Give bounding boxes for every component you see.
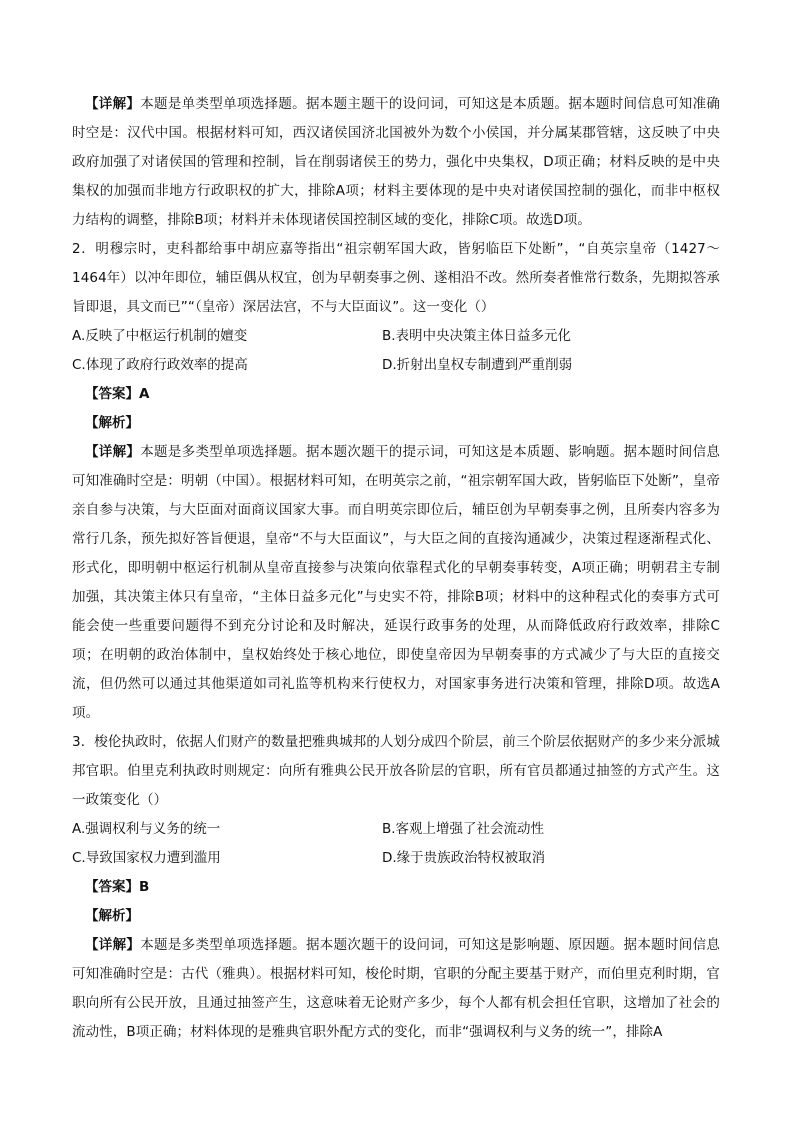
q3-option-b: B.客观上增强了社会流动性 xyxy=(382,821,545,837)
q1-detail-tag: 【详解】 xyxy=(85,96,141,112)
q2-option-b: B.表明中央决策主体日益多元化 xyxy=(382,328,572,344)
q3-answer-value: B xyxy=(139,879,150,895)
q2-option-a: A.反映了中枢运行机制的嬗变 xyxy=(72,328,248,344)
document-page xyxy=(72,90,720,1047)
q1-detail-text: 本题是单类型单项选择题。据本题主题干的设问词，可知这是本质题。据本题时间信息可知准确时空是：汉代中国。根据材料可知，西汉诸侯国济北国被外为数个小侯国，并分属某郡管辖，这反映了中央政府加强了对诸侯国的管理和控制，旨在削弱诸侯王的势力，强化中央集权，D项正确；材料反映的是中央集权的加强而非地方行政职权的扩大，排除A项；材料主要体现的是中央对诸侯国控制的强化，而非中枢权力结构的调整，排除B项；材料并未体现诸侯国控制区域的变化，排除C项。故选D项。 xyxy=(72,96,721,228)
q2-answer-value: A xyxy=(139,386,150,402)
q3-options xyxy=(72,815,720,873)
q2-analysis-tag: 【解析】 xyxy=(85,415,139,431)
q2-answer-tag: 【答案】 xyxy=(85,386,139,402)
q2-stem: 2．明穆宗时，吏科都给事中胡应嘉等指出“祖宗朝军国大政，皆躬临臣下处断”，“自英宗皇帝（1427～1464年）以冲年即位，辅臣偶从权宜，创为早朝奏事之例、遂相沿不改。然所奏者惟常行数条，先期拟答承旨即退，具文而已”“（皇帝）深居法宫，不与大臣面议”。这一变化（） xyxy=(72,241,720,315)
q2-detail-paragraph xyxy=(72,438,720,728)
q3-answer xyxy=(72,873,720,902)
q3-analysis-tag: 【解析】 xyxy=(85,908,139,924)
q3-detail-text: 本题是多类型单项选择题。据本题次题干的设问词，可知这是影响题、原因题。据本题时间信息可知准确时空是：古代（雅典）。根据材料可知，梭伦时期，官职的分配主要基于财产，而伯里克利时期，官职向所有公民开放，且通过抽签产生，这意味着无论财产多少，每个人都有机会担任官职，这增加了社会的流动性，B项正确；材料体现的是雅典官职外配方式的变化，而非“强调权利与义务的统一”，排除A xyxy=(72,937,721,1040)
q3-option-c: C.导致国家权力遭到滥用 xyxy=(72,850,221,866)
q2-detail-tag: 【详解】 xyxy=(85,444,141,460)
q3-option-a: A.强调权利与义务的统一 xyxy=(72,821,221,837)
q3-detail-tag: 【详解】 xyxy=(85,937,141,953)
q2-detail-text: 本题是多类型单项选择题。据本题次题干的提示词，可知这是本质题、影响题。据本题时间信息可知准确时空是：明朝（中国）。根据材料可知，在明英宗之前，“祖宗朝军国大政，皆躬临臣下处断”，皇帝亲自参与决策，与大臣面对面商议国家大事。而自明英宗即位后，辅臣创为早朝奏事之例，且所奏内容多为常行几条，预先拟好答旨便退，皇帝“不与大臣面议”，与大臣之间的直接沟通减少，决策过程逐渐程式化、形式化，即明朝中枢运行机制从皇帝直接参与决策向依靠程式化的早朝奏事转变，A项正确；明朝君主专制加强，其决策主体只有皇帝，“主体日益多元化”与史实不符，排除B项；材料中的这种程式化的奏事方式可能会使一些重要问题得不到充分讨论和及时解决，延误行政事务的处理，从而降低政府行政效率，排除C项；在明朝的政治体制中，皇权始终处于核心地位，即使皇帝因为早朝奏事的方式减少了与大臣的直接交流，但仍然可以通过其他渠道如司礼监等机构来行使权力，对国家事务进行决策和管理，排除D项。故选A项。 xyxy=(72,444,721,721)
q3-answer-tag: 【答案】 xyxy=(85,879,139,895)
q3-stem: 3．梭伦执政时，依据人们财产的数量把雅典城邦的人划分成四个阶层，前三个阶层依据财产的多少来分派城邦官职。伯里克利执政时则规定：向所有雅典公民开放各阶层的官职，所有官员都通过抽签的方式产生。这一政策变化（） xyxy=(72,734,720,808)
q2-options xyxy=(72,322,720,380)
q1-detail-paragraph xyxy=(72,90,720,235)
q2-answer xyxy=(72,380,720,409)
q2-option-c: C.体现了政府行政效率的提高 xyxy=(72,357,248,373)
q2-option-d: D.折射出皇权专制遭到严重削弱 xyxy=(382,357,573,373)
q3-detail-paragraph xyxy=(72,931,720,1047)
q3-option-d: D.缘于贵族政治特权被取消 xyxy=(382,850,546,866)
